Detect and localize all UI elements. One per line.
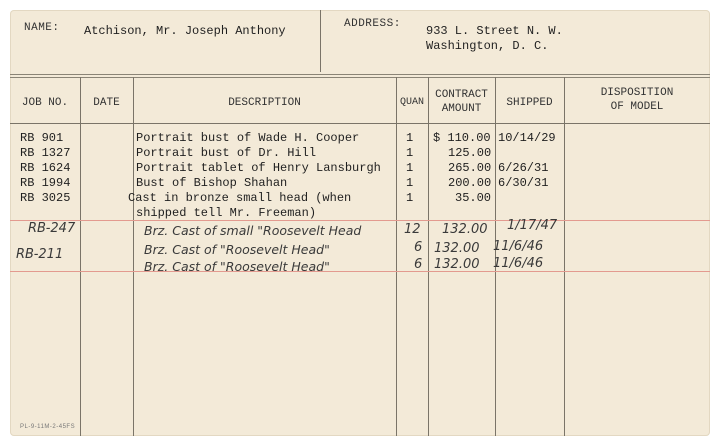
row-job-no: RB 1624	[20, 161, 71, 175]
red-rule-2	[10, 271, 710, 272]
row-amount: 132.00	[434, 241, 480, 256]
row-amount: 265.00	[448, 161, 492, 175]
col-line-3	[396, 77, 397, 436]
row-description: Portrait bust of Dr. Hill	[136, 146, 317, 160]
row-shipped: 11/6/46	[493, 256, 544, 271]
row-job-no: RB-211	[16, 247, 64, 262]
row-shipped: 10/14/29	[498, 131, 556, 145]
address-line2: Washington, D. C.	[426, 39, 549, 53]
row-job-no: RB 901	[20, 131, 64, 145]
row-amount: 125.00	[448, 146, 492, 160]
row-shipped: 1/17/47	[507, 218, 558, 233]
row-description-continued: shipped tell Mr. Freeman)	[136, 206, 317, 220]
col-header-disposition-line2: OF MODEL	[610, 101, 664, 113]
row-description: Brz. Cast of "Roosevelt Head"	[144, 259, 330, 274]
row-shipped: 6/26/31	[498, 161, 549, 175]
col-header-contract-line2: AMOUNT	[441, 103, 482, 115]
col-header-quan: QUAN	[399, 97, 424, 108]
row-quantity: 6	[414, 257, 423, 272]
row-quantity: 1	[406, 146, 414, 160]
col-header-date: DATE	[93, 97, 120, 109]
row-description: Brz. Cast of "Roosevelt Head"	[144, 242, 330, 257]
row-description: Portrait tablet of Henry Lansburgh	[136, 161, 381, 175]
row-description: Bust of Bishop Shahan	[136, 176, 288, 190]
row-quantity: 1	[406, 176, 414, 190]
print-code: PL-9-11M-2-45FS	[20, 424, 76, 430]
col-line-6	[564, 77, 565, 436]
col-header-disposition-line1: DISPOSITION	[600, 87, 674, 99]
col-header-job-no: JOB NO.	[21, 97, 69, 109]
row-job-no: RB-247	[28, 221, 76, 236]
header-rule-top	[10, 74, 710, 75]
col-header-contract-line1: CONTRACT	[435, 89, 488, 101]
row-amount: 132.00	[434, 257, 480, 272]
row-quantity: 1	[406, 131, 414, 145]
row-job-no: RB 3025	[20, 191, 71, 205]
record-card	[10, 10, 710, 436]
col-line-2	[133, 77, 134, 436]
address-line1: 933 L. Street N. W.	[426, 24, 563, 38]
row-amount: $ 110.00	[433, 131, 491, 145]
header-divider	[320, 10, 321, 72]
row-amount: 200.00	[448, 176, 492, 190]
row-description: Cast in bronze small head (when	[128, 191, 352, 205]
name-label: NAME:	[24, 22, 60, 34]
col-line-1	[80, 77, 81, 436]
row-amount: 132.00	[442, 222, 488, 237]
col-header-shipped: SHIPPED	[506, 97, 553, 109]
col-header-disposition	[564, 86, 710, 114]
header-rule-bottom	[10, 77, 710, 78]
row-quantity: 1	[406, 191, 414, 205]
row-quantity: 6	[414, 240, 423, 255]
col-header-contract	[428, 88, 495, 116]
row-amount: 35.00	[455, 191, 492, 205]
column-header-rule	[10, 123, 710, 124]
red-rule-1	[10, 220, 710, 221]
row-job-no: RB 1994	[20, 176, 71, 190]
row-quantity: 1	[406, 161, 414, 175]
row-job-no: RB 1327	[20, 146, 71, 160]
row-shipped: 6/30/31	[498, 176, 549, 190]
address-label: ADDRESS:	[344, 18, 401, 30]
col-line-4	[428, 77, 429, 436]
row-description: Portrait bust of Wade H. Cooper	[136, 131, 360, 145]
row-shipped: 11/6/46	[493, 239, 544, 254]
name-value: Atchison, Mr. Joseph Anthony	[84, 24, 286, 38]
row-quantity: 12	[404, 222, 421, 237]
col-header-description: DESCRIPTION	[228, 97, 301, 109]
row-description: Brz. Cast of small "Roosevelt Head	[144, 223, 362, 238]
